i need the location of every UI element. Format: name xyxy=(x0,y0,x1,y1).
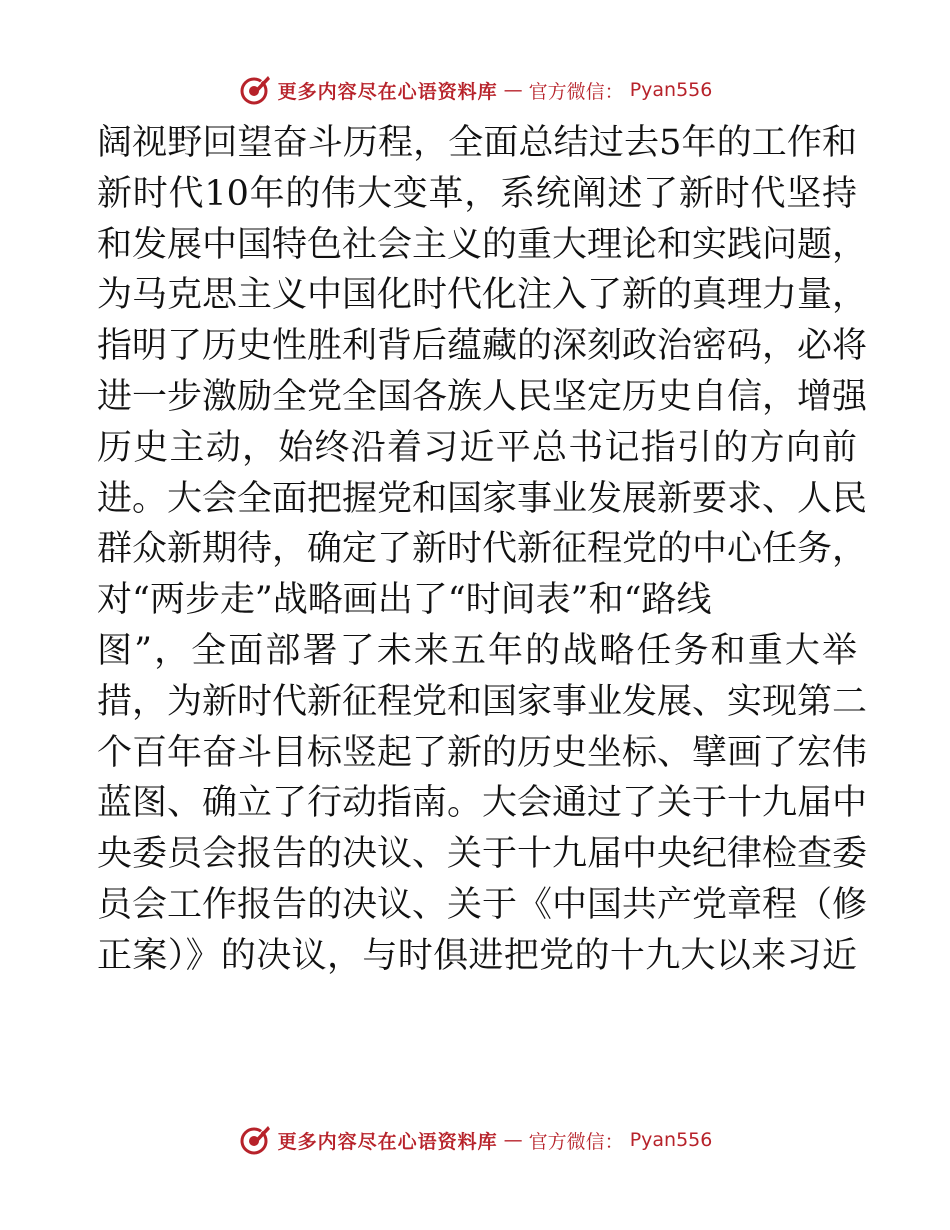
body-line: 正案）》的决议，与时俱进把党的十九大以来习近 xyxy=(97,935,857,976)
body-line: 措，为新时代新征程党和国家事业发展、实现第二 xyxy=(97,681,868,722)
header-brand-text: 更多内容尽在心语资料库 xyxy=(277,80,498,103)
body-line: 蓝图、确立了行动指南。大会通过了关于十九届中 xyxy=(97,783,868,824)
footer-brand-text: 更多内容尽在心语资料库 xyxy=(277,1130,498,1153)
body-line: 历史主动，始终沿着习近平总书记指引的方向前 xyxy=(97,427,857,468)
header-banner xyxy=(0,70,950,110)
footer-wechat-id: Pyan556 xyxy=(629,1129,713,1151)
footer-dash: — xyxy=(503,1129,523,1151)
body-line: 群众新期待，确定了新时代新征程党的中心任务， xyxy=(97,529,868,570)
document-body xyxy=(97,118,868,982)
body-line: 央委员会报告的决议、关于十九届中央纪律检查委 xyxy=(97,834,868,875)
quill-logo-icon xyxy=(238,73,272,107)
body-line: 阔视野回望奋斗历程，全面总结过去5年的工作和 xyxy=(97,123,857,163)
quill-logo-icon xyxy=(238,1123,272,1157)
body-line: 员会工作报告的决议、关于《中国共产党章程（修 xyxy=(97,884,868,925)
body-line: 为马克思主义中国化时代化注入了新的真理力量， xyxy=(97,275,868,316)
body-line: 对“两步走”战略画出了“时间表”和“路线 xyxy=(97,580,712,621)
footer-banner xyxy=(0,1120,950,1160)
header-dash: — xyxy=(503,79,523,101)
body-line: 进。大会全面把握党和国家事业发展新要求、人民 xyxy=(97,478,868,519)
body-line: 个百年奋斗目标竖起了新的历史坐标、擘画了宏伟 xyxy=(97,732,868,773)
body-line: 图”，全面部署了未来五年的战略任务和重大举 xyxy=(97,630,857,671)
footer-official-label: 官方微信： xyxy=(528,1130,624,1153)
body-line: 和发展中国特色社会主义的重大理论和实践问题， xyxy=(97,224,868,265)
header-official-label: 官方微信： xyxy=(528,80,624,103)
body-line: 进一步激励全党全国各族人民坚定历史自信，增强 xyxy=(97,376,868,417)
body-line: 指明了历史性胜利背后蕴藏的深刻政治密码，必将 xyxy=(97,326,868,367)
body-line: 新时代10年的伟大变革，系统阐述了新时代坚持 xyxy=(97,173,857,214)
header-wechat-id: Pyan556 xyxy=(629,79,713,101)
